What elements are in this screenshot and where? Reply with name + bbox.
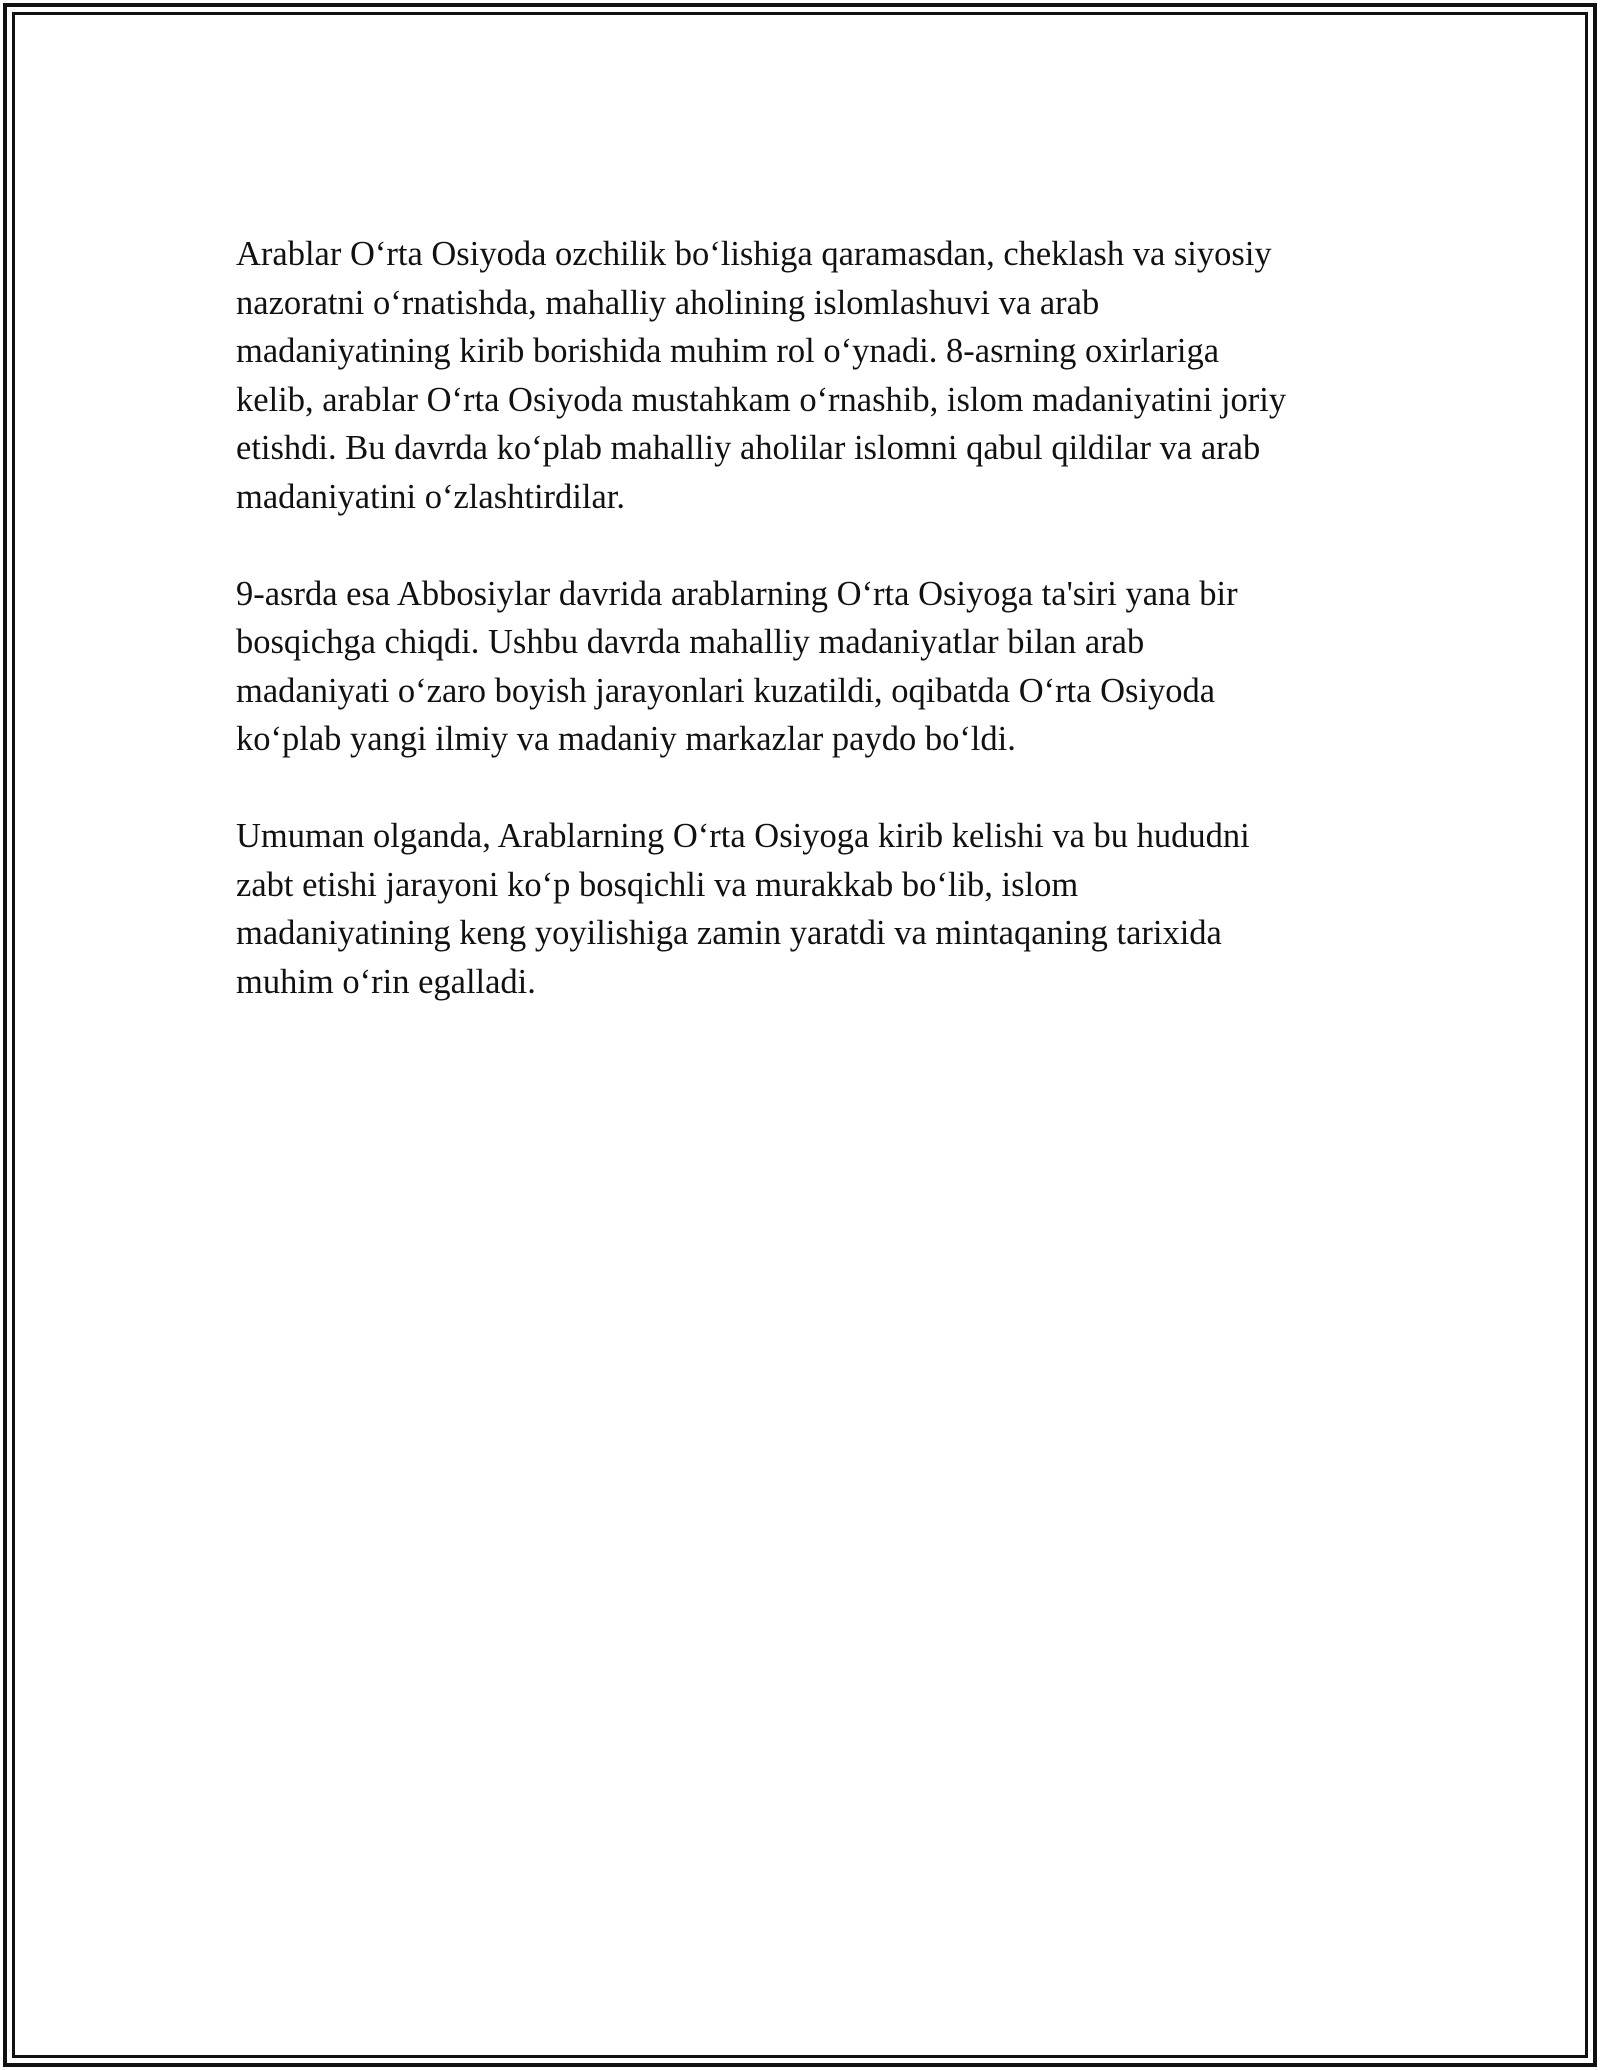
paragraph-line: Arablar Oʻrta Osiyoda ozchilik boʻlishiga qaramasdan, cheklash va siyosiy [236, 235, 1272, 273]
paragraph-line: madaniyati oʻzaro boyish jarayonlari kuzatildi, oqibatda Oʻrta Osiyoda [236, 671, 1216, 710]
paragraph-line: madaniyatining kirib borishida muhim rol oʻynadi. 8-asrning oxirlariga [236, 332, 1220, 370]
paragraph-line: madaniyatini oʻzlashtirdilar. [236, 477, 625, 516]
paragraph-1 [236, 230, 1356, 521]
paragraph-line: muhim oʻrin egalladi. [236, 962, 536, 1001]
paragraph-3 [236, 812, 1356, 1006]
paragraph-line: bosqichga chiqdi. Ushbu davrda mahalliy madaniyatlar bilan arab [236, 623, 1145, 661]
paragraph-line: 9-asrda esa Abbosiylar davrida arablarning Oʻrta Osiyoga ta'siri yana bir [236, 574, 1238, 613]
paragraph-line: madaniyatining keng yoyilishiga zamin yaratdi va mintaqaning tarixida [236, 914, 1222, 952]
paragraph-line: zabt etishi jarayoni koʻp bosqichli va murakkab boʻlib, islom [236, 865, 1079, 904]
document-body [236, 230, 1356, 1055]
paragraph-line: kelib, arablar Oʻrta Osiyoda mustahkam oʻrnashib, islom madaniyatini joriy [236, 380, 1287, 419]
paragraph-line: Umuman olganda, Arablarning Oʻrta Osiyoga kirib kelishi va bu hududni [236, 817, 1250, 855]
paragraph-line: koʻplab yangi ilmiy va madaniy markazlar paydo boʻldi. [236, 720, 1016, 758]
paragraph-line: etishdi. Bu davrda koʻplab mahalliy aholilar islomni qabul qildilar va arab [236, 429, 1261, 467]
paragraph-2 [236, 570, 1356, 764]
paragraph-line: nazoratni oʻrnatishda, mahalliy aholining islomlashuvi va arab [236, 283, 1100, 322]
